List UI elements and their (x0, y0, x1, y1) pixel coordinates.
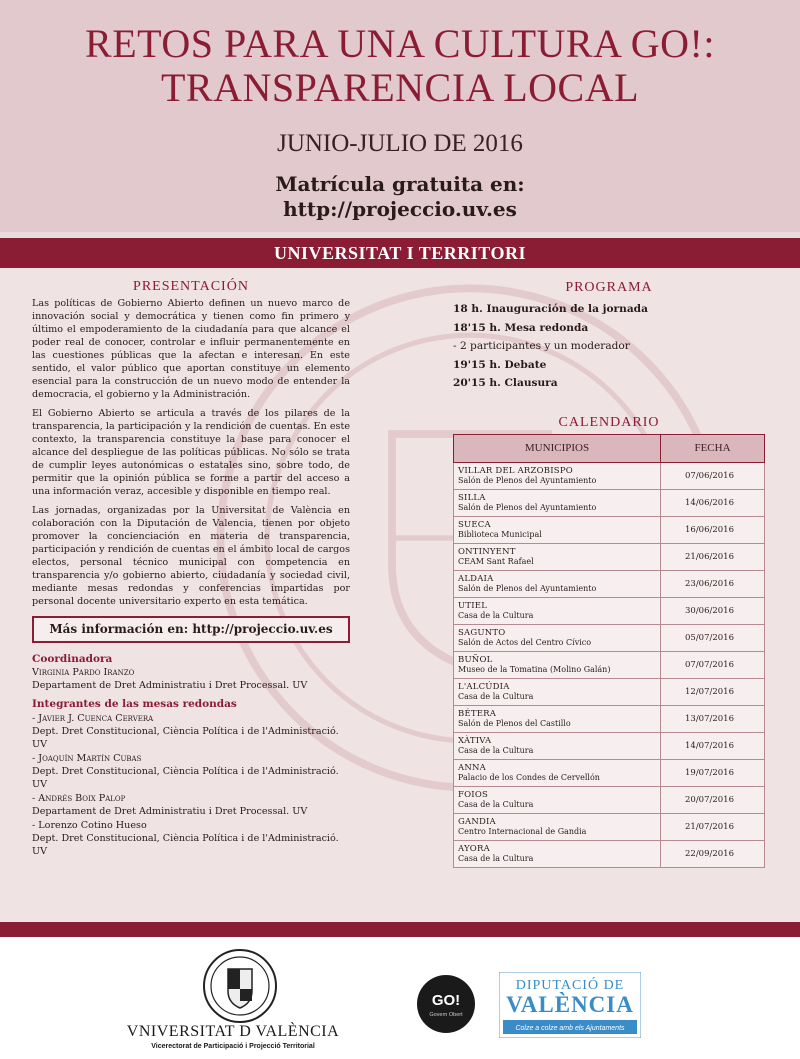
footer (0, 937, 800, 1059)
dip-line2: VALÈNCIA (506, 992, 634, 1017)
event-dates: JUNIO-JULIO DE 2016 (277, 130, 523, 157)
fecha-cell: 30/06/2016 (661, 597, 765, 624)
table-row (454, 570, 765, 597)
section-band: UNIVERSITAT I TERRITORI (0, 238, 800, 268)
municipio-cell (454, 786, 661, 813)
municipio-cell (454, 570, 661, 597)
table-row (454, 597, 765, 624)
municipio-cell (454, 651, 661, 678)
col-municipios: MUNICIPIOS (454, 434, 661, 462)
go-logo-icon (416, 974, 476, 1034)
programa-item: 18 h. Inauguración de la jornada (453, 303, 648, 315)
municipio-cell (454, 489, 661, 516)
programa-item: - 2 participantes y un moderador (453, 340, 630, 352)
fecha-cell: 20/07/2016 (661, 786, 765, 813)
fecha-cell: 22/09/2016 (661, 840, 765, 867)
fecha-cell: 16/06/2016 (661, 516, 765, 543)
title-line-2: TRANSPARENCIA LOCAL (160, 65, 640, 110)
programa-list (453, 300, 765, 393)
fecha-cell: 23/06/2016 (661, 570, 765, 597)
page-title (0, 0, 800, 110)
uv-subtitle: Vicerectorat de Participació i Projecció Territorial (151, 1043, 315, 1050)
presentacion-paragraph: El Gobierno Abierto se articula a través de los pilares de la transparencia, la participación y la rendición de cuentas. En este contexto, la transparencia constituye la base para conocer el alcance del despliegue de las políticas públicas. No sólo se trata de cumplir leyes autonómicas o estatales sino, sobre todo, de permitir que la opinión pública se forme a partir del acceso a una información veraz, accesible y disponible en tiempo real. (32, 408, 350, 497)
municipio-venue: Museo de la Tomatina (Molino Galán) (458, 664, 611, 674)
municipio-venue: Biblioteca Municipal (458, 529, 542, 539)
municipio-name: SAGUNTO (458, 627, 506, 638)
header (0, 0, 800, 232)
diputacio-logo-icon (499, 972, 641, 1038)
municipio-cell (454, 678, 661, 705)
table-row (454, 624, 765, 651)
member-dept: Dept. Dret Constitucional, Ciència Política i de l'Administració. UV (32, 726, 339, 750)
municipio-venue: Salón de Plenos del Castillo (458, 718, 571, 728)
calendar-table (453, 434, 765, 868)
content-area (0, 268, 800, 922)
table-row (454, 705, 765, 732)
table-row (454, 462, 765, 489)
municipio-venue: Casa de la Cultura (458, 853, 534, 863)
fecha-cell: 05/07/2016 (661, 624, 765, 651)
municipio-venue: Salón de Plenos del Ayuntamiento (458, 475, 597, 485)
municipio-cell (454, 813, 661, 840)
members-list (32, 712, 350, 858)
table-row (454, 543, 765, 570)
municipio-name: ANNA (458, 762, 486, 773)
municipio-cell (454, 462, 661, 489)
dip-line1: DIPUTACIÓ DE (515, 978, 625, 993)
uv-seal-logo-icon (180, 947, 300, 1025)
uv-name: VNIVERSITAT D VALÈNCIA (126, 1023, 340, 1040)
coordinadora-heading: Coordinadora (32, 653, 113, 665)
municipio-name: ONTINYENT (458, 546, 516, 557)
programa-item: 18'15 h. Mesa redonda (453, 321, 589, 334)
table-row (454, 651, 765, 678)
fecha-cell: 12/07/2016 (661, 678, 765, 705)
municipio-venue: Salón de Actos del Centro Cívico (458, 637, 592, 647)
municipio-name: SUECA (458, 519, 491, 530)
municipio-venue: Salón de Plenos del Ayuntamiento (458, 502, 597, 512)
municipio-name: SILLA (458, 492, 486, 503)
calendario-heading: CALENDARIO (558, 414, 660, 430)
municipio-venue: Casa de la Cultura (458, 799, 534, 809)
municipio-name: ALDAIA (458, 573, 494, 584)
member-dept: Departament de Dret Administratiu i Dret Processal. UV (32, 806, 308, 817)
registration-url[interactable]: http://projeccio.uv.es (283, 197, 517, 221)
municipio-venue: Casa de la Cultura (458, 691, 534, 701)
programa-item: 20'15 h. Clausura (453, 377, 558, 389)
municipio-venue: Centro Internacional de Gandia (458, 826, 587, 836)
municipio-cell (454, 840, 661, 867)
registration-info (0, 172, 800, 222)
member-name: - Javier J. Cuenca Cervera (32, 713, 154, 724)
member-dept: Dept. Dret Constitucional, Ciència Política i de l'Administració. UV (32, 766, 339, 790)
title-line-1: RETOS PARA UNA CULTURA GO!: (85, 21, 715, 66)
programa-heading: PROGRAMA (565, 280, 653, 295)
municipio-venue: Casa de la Cultura (458, 610, 534, 620)
coordinadora-dept: Departament de Dret Administratiu i Dret Processal. UV (32, 680, 308, 691)
municipio-venue: Palacio de los Condes de Cervellón (458, 772, 600, 782)
member-name: - Andrés Boix Palop (32, 793, 126, 804)
go-logo-text: GO! (431, 992, 461, 1009)
municipio-venue: Casa de la Cultura (458, 745, 534, 755)
fecha-cell: 07/06/2016 (661, 462, 765, 489)
municipio-cell (454, 516, 661, 543)
bottom-band (0, 922, 800, 937)
municipio-cell (454, 597, 661, 624)
municipio-name: FOIOS (458, 789, 489, 800)
municipio-cell (454, 732, 661, 759)
member-dept: Dept. Dret Constitucional, Ciència Política i de l'Administració. UV (32, 833, 339, 857)
municipio-venue: CEAM Sant Rafael (458, 556, 534, 566)
fecha-cell: 07/07/2016 (661, 651, 765, 678)
table-header-row (454, 434, 765, 462)
municipio-name: BUÑOL (458, 654, 493, 665)
table-row (454, 786, 765, 813)
col-fecha: FECHA (661, 434, 765, 462)
table-row (454, 732, 765, 759)
table-row (454, 489, 765, 516)
municipio-name: VILLAR DEL ARZOBISPO (458, 465, 573, 476)
municipio-cell (454, 624, 661, 651)
municipio-name: UTIEL (458, 600, 488, 611)
table-row (454, 840, 765, 867)
municipio-name: AYORA (458, 843, 490, 854)
fecha-cell: 19/07/2016 (661, 759, 765, 786)
more-info-link[interactable]: Más información en: http://projeccio.uv.es (32, 616, 350, 643)
municipio-name: L'ALCÚDIA (458, 681, 510, 692)
presentacion-heading: PRESENTACIÓN (133, 279, 249, 294)
table-row (454, 516, 765, 543)
municipio-cell (454, 705, 661, 732)
go-logo-subtext: Govern Obert (429, 1012, 463, 1018)
left-column (32, 280, 350, 858)
right-column (453, 280, 765, 868)
municipio-cell (454, 759, 661, 786)
municipio-venue: Salón de Plenos del Ayuntamiento (458, 583, 597, 593)
member-name: - Lorenzo Cotino Hueso (32, 820, 147, 831)
integrantes-heading: Integrantes de las mesas redondas (32, 698, 237, 710)
presentacion-paragraph: Las políticas de Gobierno Abierto definen un nuevo marco de innovación social y democrática y tienen como fin primero y último el empoderamiento de la ciudadanía para que alcance el poder real de conocer, controlar e influir permanentemente en las cuestiones públicas que la afectan e interesan. En este sentido, el valor público que aportan constituye un elemento esencial para la construcción de un nuevo modo de entender la democracia, el gobierno y la Administración. (32, 298, 350, 400)
table-row (454, 813, 765, 840)
registration-label: Matrícula gratuita en: (275, 172, 525, 196)
fecha-cell: 14/06/2016 (661, 489, 765, 516)
municipio-name: GANDIA (458, 816, 496, 827)
municipio-cell (454, 543, 661, 570)
fecha-cell: 21/06/2016 (661, 543, 765, 570)
programa-item: 19'15 h. Debate (453, 358, 547, 371)
municipio-name: XÀTIVA (458, 735, 492, 746)
member-name: - Joaquín Martín Cubas (32, 753, 142, 764)
presentacion-paragraph: Las jornadas, organizadas por la Universitat de València en colaboración con la Diputación de Valencia, tienen por objeto promover la concienciación en materia de transparencia, participación y rendición de cuentas en el ámbito local de cargos electos, personal técnico municipal con competencia en transparencia y/o gobierno abierto, ciudadanía y sociedad civil, mediante mesas redondas y conferencias impartidas por personal docente universitario experto en esta temática. (32, 505, 350, 607)
calendar-body (454, 462, 765, 867)
table-row (454, 759, 765, 786)
coordinadora-name: Virginia Pardo Iranzo (32, 667, 135, 678)
fecha-cell: 14/07/2016 (661, 732, 765, 759)
dip-tagline: Colze a colze amb els Ajuntaments (515, 1025, 625, 1032)
fecha-cell: 13/07/2016 (661, 705, 765, 732)
fecha-cell: 21/07/2016 (661, 813, 765, 840)
table-row (454, 678, 765, 705)
municipio-name: BÉTERA (458, 708, 497, 719)
